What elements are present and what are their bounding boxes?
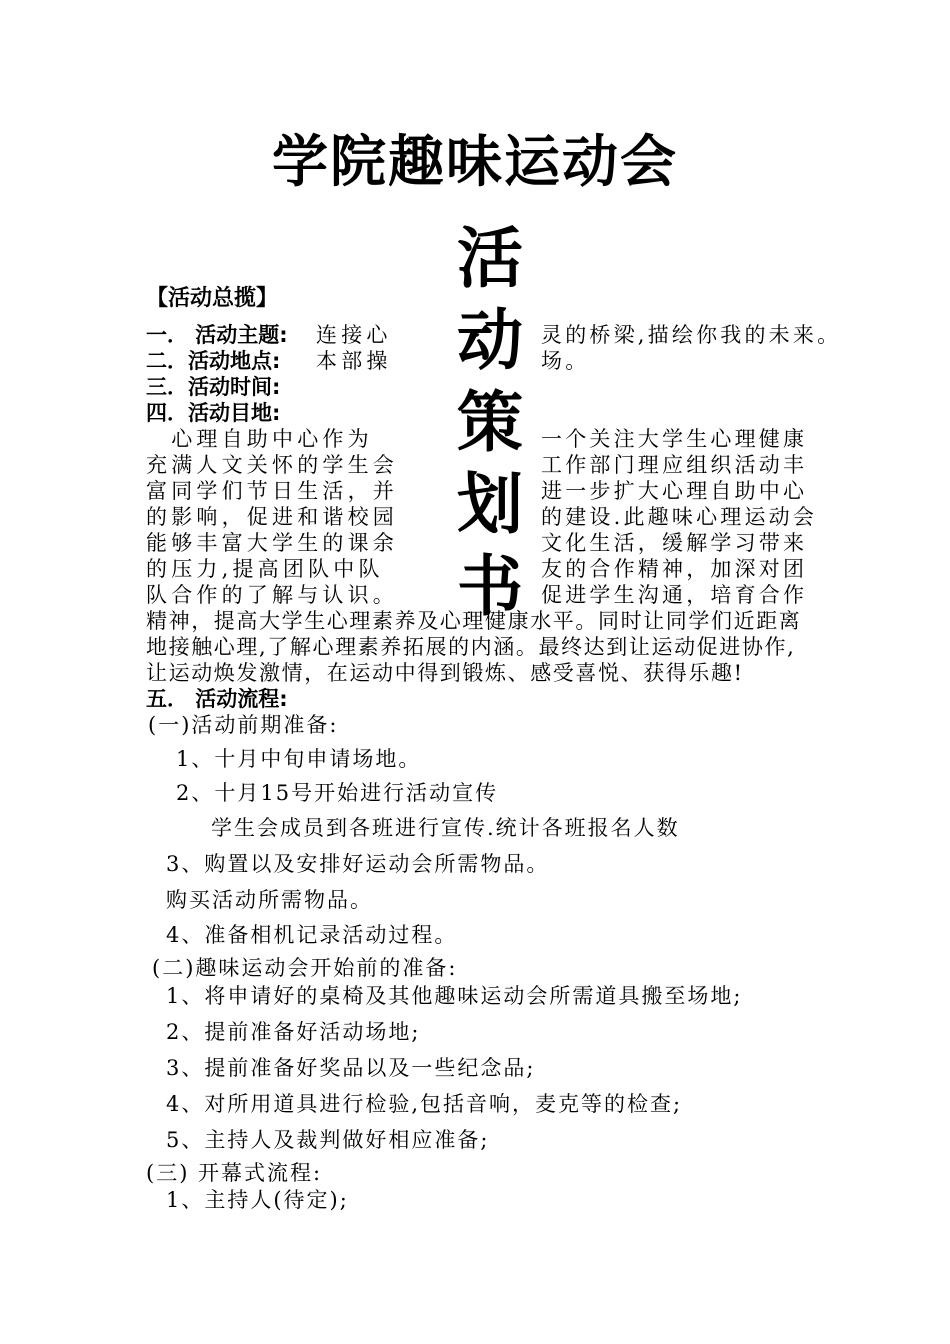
purpose-left-line: 的压力,提高团队中队 xyxy=(146,557,384,581)
flow-label: 五． 活动流程: xyxy=(146,687,288,711)
time-label: 三．活动时间: xyxy=(146,375,281,399)
purpose-right-line: 一个关注大学生心理健康 xyxy=(541,427,808,451)
vertical-subtitle xyxy=(450,218,530,628)
start-item-5: 5、主持人及裁判做好相应准备; xyxy=(166,1128,490,1152)
pre-item-3-detail: 购买活动所需物品。 xyxy=(166,888,373,912)
open-item-1: 1、主持人(待定); xyxy=(166,1188,349,1212)
pre-item-4: 4、准备相机记录活动过程。 xyxy=(166,923,458,947)
pre-item-3: 3、购置以及安排好运动会所需物品。 xyxy=(166,852,550,876)
vertical-subtitle-char: 书 xyxy=(457,548,523,625)
vertical-subtitle-char: 策 xyxy=(457,384,523,461)
start-item-4: 4、对所用道具进行检验,包括音响，麦克等的检查; xyxy=(166,1092,683,1116)
purpose-right-line: 工作部门理应组织活动丰 xyxy=(541,453,808,477)
page-title: 学院趣味运动会 xyxy=(272,130,678,195)
purpose-left-line: 队合作的了解与认识。 xyxy=(146,583,398,607)
start-item-1: 1、将申请好的桌椅及其他趣味运动会所需道具搬至场地; xyxy=(166,984,743,1008)
place-text-right: 场。 xyxy=(541,349,590,373)
purpose-right-line: 文化生活，缓解学习带来 xyxy=(541,531,808,555)
vertical-subtitle-char: 划 xyxy=(457,466,523,543)
start-item-2: 2、提前准备好活动场地; xyxy=(166,1020,421,1044)
purpose-right-line: 进一步扩大心理自助中心 xyxy=(541,479,808,503)
pre-item-2: 2、十月15号开始进行活动宣传 xyxy=(176,781,499,805)
purpose-full-line: 精神，提高大学生心理素养及心理健康水平。同时让同学们近距离 xyxy=(146,609,802,633)
purpose-full-line: 地接触心理,了解心理素养拓展的内涵。最终达到让运动促进协作, xyxy=(146,635,796,659)
theme-text-left: 连接心 xyxy=(316,323,392,347)
purpose-right-line: 友的合作精神，加深对团 xyxy=(541,557,808,581)
purpose-right-line: 的建设.此趣味心理运动会 xyxy=(541,505,818,529)
purpose-left-line: 能够丰富大学生的课余 xyxy=(146,531,398,555)
pre-item-1: 1、十月中旬申请场地。 xyxy=(176,747,422,771)
theme-label: 一． 活动主题: xyxy=(146,323,288,347)
open-heading: (三) 开幕式流程: xyxy=(146,1161,323,1185)
place-text-left: 本部操 xyxy=(316,349,392,373)
pre-item-2-detail: 学生会成员到各班进行宣传.统计各班报名人数 xyxy=(211,816,680,840)
place-label: 二．活动地点: xyxy=(146,349,281,373)
start-heading: (二)趣味运动会开始前的准备: xyxy=(152,956,458,980)
purpose-full-line: 让运动焕发激情，在运动中得到锻炼、感受喜悦、获得乐趣! xyxy=(146,661,744,685)
purpose-label: 四．活动目地: xyxy=(146,401,281,425)
overview-heading: 【活动总揽】 xyxy=(146,286,279,311)
purpose-left-line: 充满人文关怀的学生会 xyxy=(146,453,398,477)
vertical-subtitle-char: 动 xyxy=(457,302,523,379)
purpose-left-line: 富同学们节日生活，并 xyxy=(146,479,398,503)
start-item-3: 3、提前准备好奖品以及一些纪念品; xyxy=(166,1056,536,1080)
vertical-subtitle-char: 活 xyxy=(457,220,523,297)
theme-text-right: 灵的桥梁,描绘你我的未来。 xyxy=(541,323,842,347)
purpose-left-line: 的影响，促进和谐校园 xyxy=(146,505,398,529)
purpose-right-line: 促进学生沟通，培育合作 xyxy=(541,583,808,607)
pre-heading: (一)活动前期准备: xyxy=(148,713,339,737)
purpose-left-line: 心理自助中心作为 xyxy=(146,427,373,451)
